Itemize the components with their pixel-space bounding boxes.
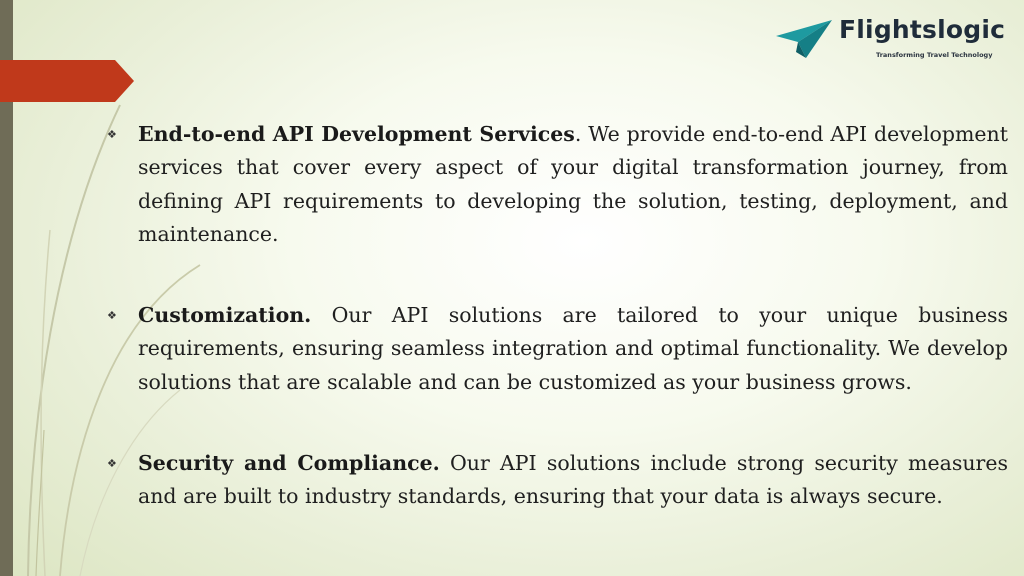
bullet-marker-icon: ❖ (107, 309, 117, 323)
bullet-text: Our API solutions are tailored to your unique business requirements, ensuring seamless integration and optimal functionality. We develop solutions that are scalable and can be customized as your business grows. (138, 303, 1008, 394)
bullet-item (103, 447, 1008, 514)
bullet-title: Security and Compliance. (138, 451, 440, 476)
paper-plane-icon (776, 18, 834, 60)
accent-tab (0, 60, 135, 104)
logo-tagline: Transforming Travel Technology (876, 51, 993, 59)
bullet-title: Customization. (138, 303, 312, 328)
bullet-title: End-to-end API Development Services (138, 122, 575, 146)
brand-logo (776, 14, 1006, 66)
bullet-list (103, 118, 1008, 514)
bullet-text: . We provide end-to-end API development services that cover every aspect of your digital transformation journey, from defining API requirements to developing the solution, testing, deployment, and maintenance. (138, 122, 1008, 246)
bullet-item (103, 118, 1008, 251)
bullet-text: Our API solutions include strong security measures and are built to industry standards, ensuring that your data is always secure. (138, 451, 1009, 509)
logo-name: Flightslogic (839, 15, 1006, 44)
bullet-marker-icon: ❖ (107, 128, 117, 141)
bullet-marker-icon: ❖ (107, 457, 117, 471)
bullet-item (103, 299, 1008, 399)
